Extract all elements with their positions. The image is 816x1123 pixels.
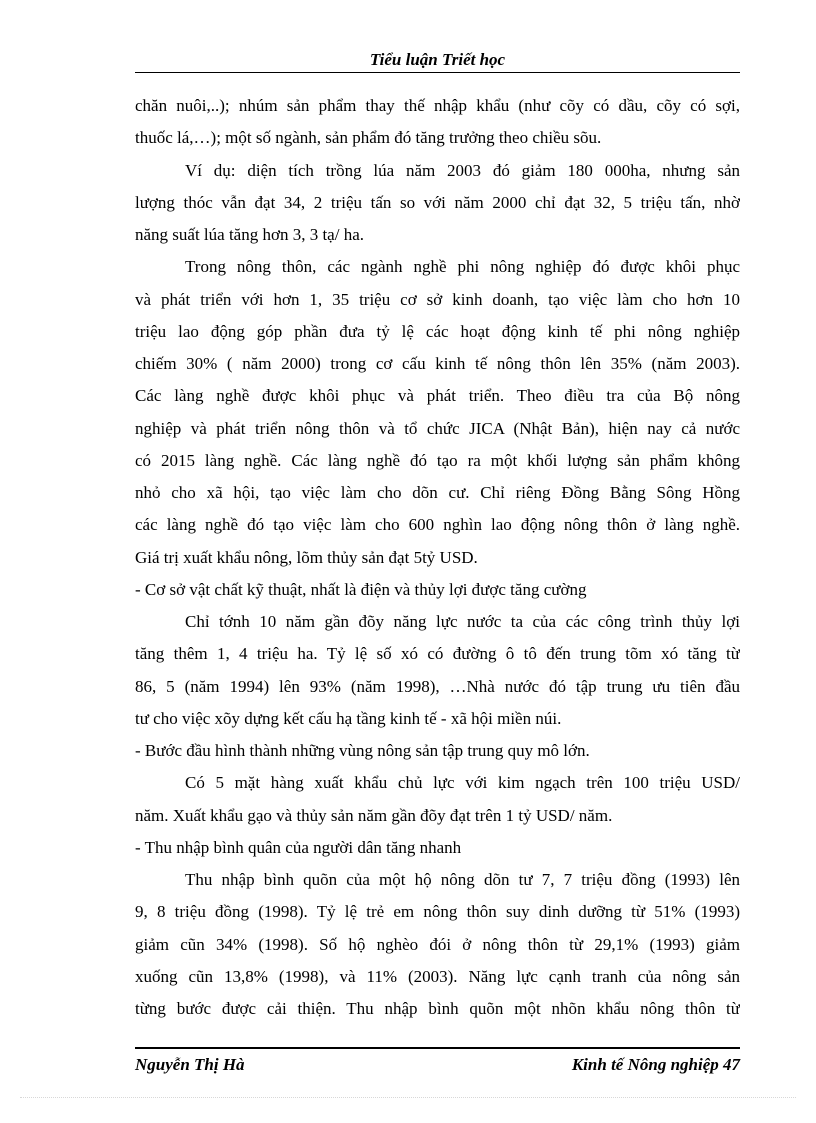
text-line: - Thu nhập bình quân của người dân tăng nhanh [135,837,462,857]
header-divider [135,72,740,73]
text-line: thuốc lá,…); một số ngành, sản phẩm đó tăng trưởng theo chiều sõu. [135,128,602,148]
text-line: nghiệp và phát triển nông thôn và tổ chức JICA (Nhật Bản), hiện nay cả nước [135,418,740,438]
text-line: triệu lao động góp phần đưa tỷ lệ các hoạt động kinh tế phi nông nghiệp [135,321,740,341]
page-edge-divider [20,1097,796,1098]
text-line: chăn nuôi,..); nhúm sản phẩm thay thế nhập khẩu (như cõy có dầu, cõy có sợi, [135,96,740,115]
footer-class: Kinh tế Nông nghiệp 47 [571,1055,740,1074]
text-line: từng bước được cải thiện. Thu nhập bình quõn một nhõn khẩu nông thôn từ [135,999,740,1018]
text-line: năm. Xuất khẩu gạo và thủy sản năm gần đõy đạt trên 1 tỷ USD/ năm. [135,805,613,825]
text-line: Trong nông thôn, các ngành nghề phi nông nghiệp đó được khôi phục [185,257,740,277]
document-body [135,90,740,1025]
footer-author: Nguyễn Thị Hà [135,1055,245,1074]
text-line: các làng nghề đó tạo việc làm cho 600 nghìn lao động nông thôn ở làng nghề. [135,515,740,535]
text-line: chiếm 30% ( năm 2000) trong cơ cấu kinh tế nông thôn lên 35% (năm 2003). [135,354,740,373]
text-line: Ví dụ: diện tích trồng lúa năm 2003 đó giảm 180 000ha, nhưng sản [185,160,740,180]
text-line: lượng thóc vẫn đạt 34, 2 triệu tấn so với năm 2000 chỉ đạt 32, 5 triệu tấn, nhờ [135,192,740,212]
text-line: giảm cũn 34% (1998). Số hộ nghèo đói ở nông thôn từ 29,1% (1993) giảm [135,934,740,954]
text-line: Giá trị xuất khẩu nông, lõm thủy sản đạt 5tỷ USD. [135,547,478,567]
text-line: xuống cũn 13,8% (1998), và 11% (2003). Năng lực cạnh tranh của nông sản [135,966,740,986]
text-line: và phát triển với hơn 1, 35 triệu cơ sở kinh doanh, tạo việc làm cho hơn 10 [135,289,740,309]
text-line: năng suất lúa tăng hơn 3, 3 tạ/ ha. [135,225,364,244]
footer-divider [135,1047,740,1049]
text-line: Thu nhập bình quõn của một hộ nông dõn tư 7, 7 triệu đồng (1993) lên [185,870,740,889]
page-header-title: Tiểu luận Triết học [369,50,506,69]
text-line: nhỏ cho xã hội, tạo việc làm cho dõn cư. Chỉ riêng Đồng Bằng Sông Hồng [135,483,740,502]
text-line: - Cơ sở vật chất kỹ thuật, nhất là điện và thủy lợi được tăng cường [135,579,587,599]
text-line: Có 5 mặt hàng xuất khẩu chủ lực với kim ngạch trên 100 triệu USD/ [185,773,740,793]
text-line: có 2015 làng nghề. Các làng nghề đó tạo ra một khối lượng sản phẩm không [135,450,740,470]
text-line: tư cho việc xõy dựng kết cấu hạ tầng kinh tế - xã hội miền núi. [135,708,562,728]
text-line: tăng thêm 1, 4 triệu ha. Tỷ lệ số xó có đường ô tô đến trung tõm xó tăng từ [135,644,740,664]
text-line: - Bước đầu hình thành những vùng nông sản tập trung quy mô lớn. [135,741,590,760]
text-line: Chỉ tớnh 10 năm gần đõy năng lực nước ta của các công trình thủy lợi [185,612,740,631]
text-line: 86, 5 (năm 1994) lên 93% (năm 1998), …Nhà nước đó tập trung ưu tiên đầu [135,676,740,696]
text-line: Các làng nghề được khôi phục và phát triển. Theo điều tra của Bộ nông [135,386,740,406]
text-line: 9, 8 triệu đồng (1998). Tỷ lệ trẻ em nông thôn suy dinh dưỡng từ 51% (1993) [135,902,740,922]
